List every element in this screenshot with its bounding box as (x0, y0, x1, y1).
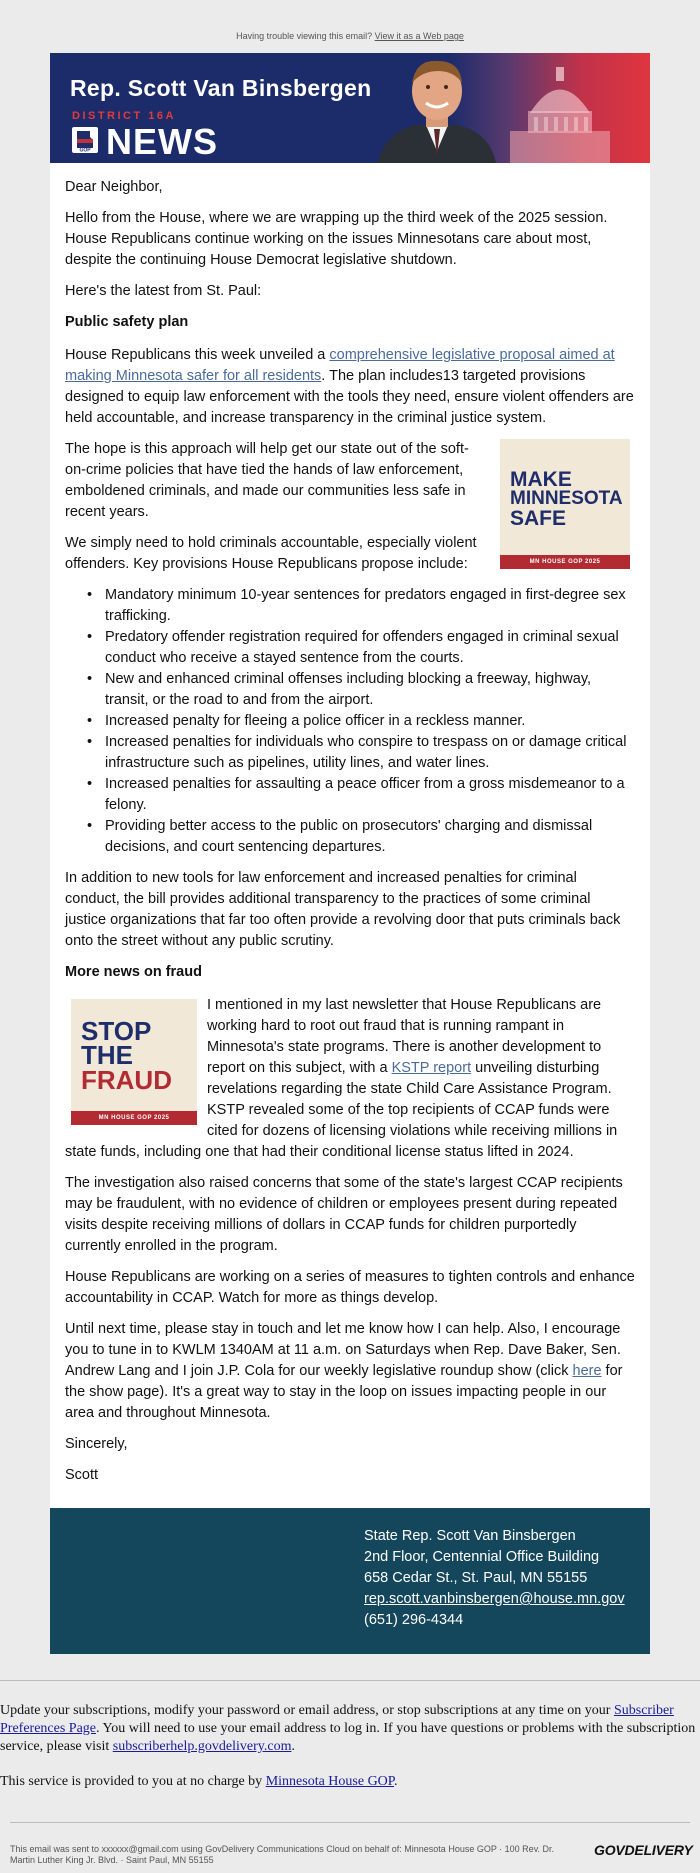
greeting: Dear Neighbor, (65, 179, 163, 195)
closing-paragraph: Until next time, please stay in touch and let me know how I can help. Also, I encourage you to tune in to KWLM 1340AM at 11 a.m. on Saturdays when Rep. Dave Baker, Sen. Andrew Lang and I join J.P. Cola for our weekly legislative roundup show (click here for the show page). It's a great way to stay in the loop on issues impacting people in our area and throughout Minnesota. (65, 1321, 623, 1421)
service-paragraph: This service is provided to you at no charge by Minnesota House GOP. (0, 1774, 398, 1789)
fraud-paragraph-3: House Republicans are working on a series of measures to tighten controls and enhance accountability in CCAP. Watch for more as things develop. (65, 1269, 635, 1306)
fraud-paragraph-1: I mentioned in my last newsletter that House Republicans are working hard to root out fraud that is running rampant in Minnesota's state programs. There is another development to report on this subject, with a KSTP report unveiling disturbing revelations regarding the state Child Care Assistance Program. KSTP revealed some of the top recipients of CCAP funds were cited for dozens of licensing violations while receiving millions in state funds, including one that had their conditional license status lifted in 2024. (65, 997, 618, 1160)
kstp-report-link[interactable]: KSTP report (391, 1060, 472, 1076)
contact-street: 658 Cedar St., St. Paul, MN 55155 (364, 1570, 588, 1586)
intro-paragraph: Hello from the House, where we are wrapping up the third week of the 2025 session. House Republicans continue working on the issues Minnesotans care about most, despite the continuing House Democrat legislative shutdown. (65, 210, 608, 268)
poster-line-stop: STOP (81, 1016, 152, 1046)
subscriber-help-link[interactable]: subscriberhelp.govdelivery.com (112, 1739, 292, 1754)
fraud-heading: More news on fraud (65, 964, 202, 980)
mn-logo-text: GOP (79, 147, 91, 153)
safety-paragraph-1: House Republicans this week unveiled a comprehensive legislative proposal aimed at making Minnesota safer for all residents. The plan includes13 targeted provisions designed to equip law enforcement with the tools they need, ensure violent offenders are held accountable, and increase transparency in the criminal justice system. (65, 347, 634, 426)
subscription-notice (0, 1702, 700, 1808)
provisions-list (65, 585, 635, 858)
poster-footer: MN HOUSE GOP 2025 (71, 1111, 197, 1125)
representative-photo (368, 53, 506, 163)
preheader (0, 31, 700, 41)
subscriber-preferences-link[interactable]: Subscriber Preferences Page (0, 1703, 674, 1736)
subscription-paragraph: Update your subscriptions, modify your password or email address, or stop subscriptions at any time on your Subscriber Preferences Page. You will need to use your email address to log in. If you have questions or problems with the subscription service, please visit subscriberhelp.govdelivery.com. (0, 1703, 696, 1754)
latest-heading: Here's the latest from St. Paul: (65, 283, 262, 299)
capitol-dome-graphic (500, 61, 620, 163)
safety-paragraph-4: In addition to new tools for law enforcement and increased penalties for criminal conduct, the bill provides additional transparency to the practices of some criminal justice organizations that far too often provide a revolving door that puts criminals back onto the street without any public scrutiny. (65, 870, 621, 949)
contact-name: State Rep. Scott Van Binsbergen (364, 1528, 576, 1544)
preheader-text: Having trouble viewing this email? (236, 31, 373, 41)
sign-off: Sincerely, (65, 1436, 128, 1452)
list-item: • Mandatory minimum 10-year sentences for predators engaged in first-degree sex trafficking. (105, 585, 635, 627)
stop-the-fraud-image (71, 999, 197, 1125)
safety-paragraph-2: The hope is this approach will help get our state out of the soft-on-crime policies that have tied the hands of law enforcement, emboldened criminals, and made our communities less safe in recent years. (65, 441, 469, 520)
fine-print: This email was sent to xxxxxx@gmail.com using GovDelivery Communications Cloud on behalf of: Minnesota House GOP · 100 Rev. Dr. Martin Luther King Jr. Blvd. · Saint Paul, MN 55155 (10, 1844, 555, 1865)
poster-line-fraud: FRAUD (81, 1065, 172, 1095)
contact-phone: (651) 296-4344 (364, 1612, 464, 1628)
list-item: • New and enhanced criminal offenses including blocking a freeway, highway, transit, or the road to and from the airport. (105, 669, 635, 711)
district-label: DISTRICT 16A (72, 110, 176, 122)
minnesota-house-gop-link[interactable]: Minnesota House GOP (265, 1774, 395, 1789)
govdelivery-logo: GOVDELIVERY (594, 1842, 693, 1858)
make-minnesota-safe-image (500, 439, 630, 569)
list-item: • Increased penalties for individuals who conspire to trespass on or damage critical infrastructure such as pipelines, utility lines, and water lines. (105, 732, 635, 774)
list-item: • Predatory offender registration required for offenders engaged in criminal sexual conduct who receive a stayed sentence from the courts. (105, 627, 635, 669)
poster-line-make: MAKE (510, 468, 572, 491)
contact-email-link[interactable]: rep.scott.vanbinsbergen@house.mn.gov (364, 1591, 625, 1607)
signature: Scott (65, 1467, 99, 1483)
mn-house-gop-logo (72, 127, 98, 153)
contact-footer (50, 1508, 650, 1654)
list-item: • Providing better access to the public on prosecutors' charging and dismissal decisions, and court sentencing departures. (105, 816, 635, 858)
proposal-link[interactable]: comprehensive legislative proposal aimed at making Minnesota safer for all residents (65, 347, 615, 384)
fraud-paragraph-2: The investigation also raised concerns that some of the state's largest CCAP recipients may be fraudulent, with no evidence of children or employees present during repeated visits despite receiving millions of dollars in CCAP funds for children purportedly currently enrolled in the program. (65, 1175, 623, 1254)
representative-name: Rep. Scott Van Binsbergen (70, 75, 372, 101)
list-item: • Increased penalties for assaulting a peace officer from a gross misdemeanor to a felony. (105, 774, 635, 816)
poster-line-minnesota: MINNESOTA (510, 488, 623, 509)
web-version-link[interactable]: View it as a Web page (374, 31, 464, 41)
contact-address (364, 1526, 625, 1631)
letter-body (65, 177, 635, 1496)
show-page-link[interactable]: here (572, 1363, 602, 1379)
newsletter-card (50, 53, 650, 1654)
poster-line-safe: SAFE (510, 507, 567, 530)
divider (0, 1680, 700, 1681)
header-banner (50, 53, 650, 163)
list-item: • Increased penalty for fleeing a police officer in a reckless manner. (105, 711, 635, 732)
safety-paragraph-3: We simply need to hold criminals accountable, especially violent offenders. Key provisions House Republicans propose include: (65, 535, 477, 572)
divider (10, 1822, 690, 1823)
poster-line-the: THE (81, 1040, 133, 1070)
poster-footer: MN HOUSE GOP 2025 (500, 555, 630, 569)
contact-building: 2nd Floor, Centennial Office Building (364, 1549, 600, 1565)
public-safety-heading: Public safety plan (65, 314, 189, 330)
news-wordmark: NEWS (106, 121, 218, 162)
